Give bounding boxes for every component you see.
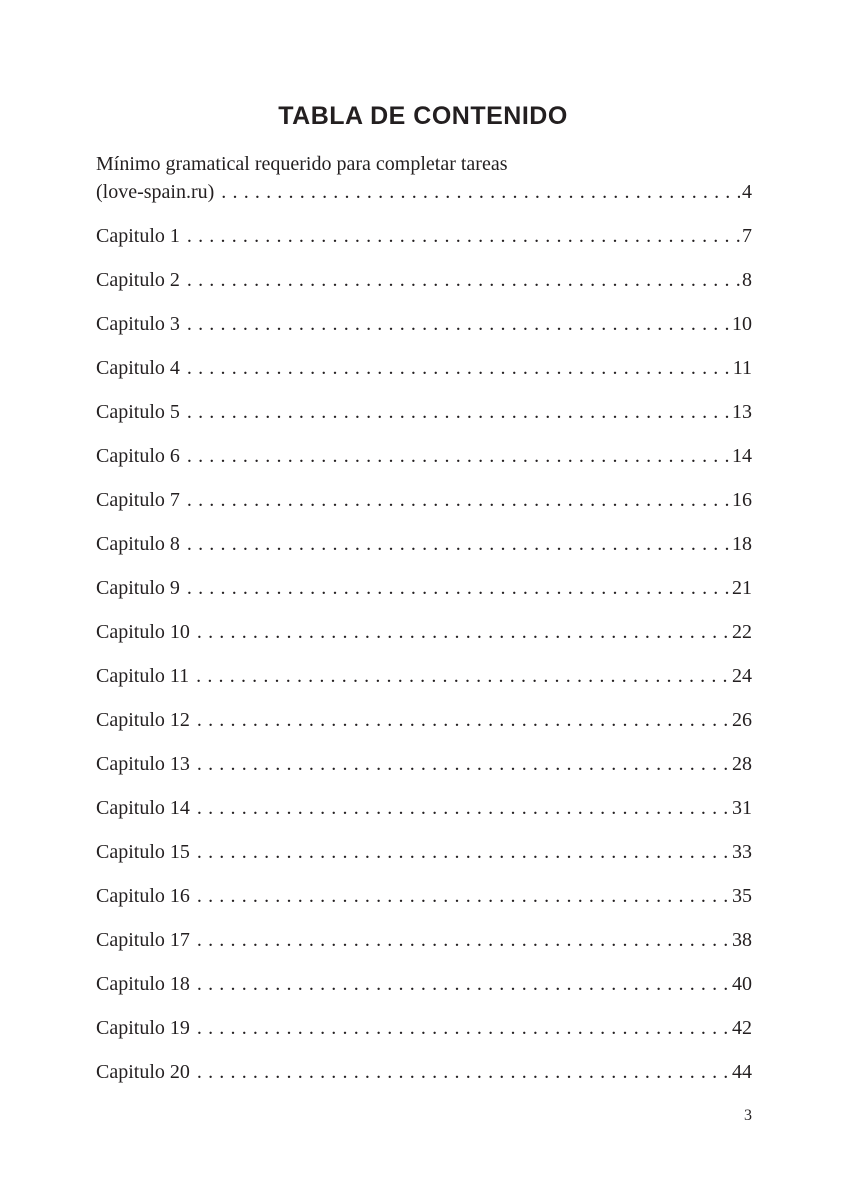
table-of-contents: [96, 150, 752, 1102]
dot-leader: [187, 530, 730, 558]
toc-entry[interactable]: [96, 486, 752, 514]
toc-entry[interactable]: [96, 970, 752, 998]
dot-leader: [187, 398, 730, 426]
toc-entry-page: 40: [732, 973, 752, 995]
dot-leader: [187, 310, 730, 338]
toc-entry-page: 24: [732, 665, 752, 687]
toc-entry-label: Capitulo 1: [96, 225, 180, 247]
dot-leader: [187, 574, 730, 602]
toc-entry-page: 35: [732, 885, 752, 907]
toc-entry-page: 38: [732, 929, 752, 951]
toc-entry-label: Capitulo 12: [96, 709, 190, 731]
toc-entry[interactable]: [96, 310, 752, 338]
page-number: 3: [744, 1107, 752, 1124]
toc-entry-label: Capitulo 5: [96, 401, 180, 423]
toc-entry-page: 31: [732, 797, 752, 819]
toc-entry[interactable]: [96, 354, 752, 382]
toc-entry-page: 14: [732, 445, 752, 467]
toc-entry-page: 13: [732, 401, 752, 423]
toc-entry[interactable]: [96, 222, 752, 250]
dot-leader: [197, 1058, 730, 1086]
toc-entry-label: Capitulo 4: [96, 357, 180, 379]
toc-entry-label: Capitulo 19: [96, 1017, 190, 1039]
dot-leader: [196, 662, 730, 690]
toc-entry-page: 42: [732, 1017, 752, 1039]
dot-leader: [187, 222, 740, 250]
toc-entry-page: 10: [732, 313, 752, 335]
dot-leader: [197, 882, 730, 910]
toc-entry[interactable]: [96, 1014, 752, 1042]
toc-entry-page: 22: [732, 621, 752, 643]
toc-entry-label: Mínimo gramatical requerido para completar tareas: [96, 153, 508, 175]
dot-leader: [197, 750, 730, 778]
toc-entry-page: 28: [732, 753, 752, 775]
toc-entry-label: Capitulo 8: [96, 533, 180, 555]
toc-entry-page: 44: [732, 1061, 752, 1083]
dot-leader: [197, 706, 730, 734]
toc-entry-label: Capitulo 10: [96, 621, 190, 643]
dot-leader: [197, 1014, 730, 1042]
toc-entry-label: Capitulo 14: [96, 797, 190, 819]
toc-entry-page: 33: [732, 841, 752, 863]
toc-entry-label: Capitulo 9: [96, 577, 180, 599]
toc-entry[interactable]: [96, 662, 752, 690]
dot-leader: [197, 838, 730, 866]
toc-entry-grammar-minimum[interactable]: [96, 150, 752, 206]
toc-entry[interactable]: [96, 926, 752, 954]
toc-entry-page: 18: [732, 533, 752, 555]
toc-entry-page: 4: [742, 181, 752, 203]
toc-entry-label: Capitulo 15: [96, 841, 190, 863]
toc-entry[interactable]: [96, 882, 752, 910]
toc-entry[interactable]: [96, 442, 752, 470]
toc-entry[interactable]: [96, 574, 752, 602]
page-title: TABLA DE CONTENIDO: [278, 101, 568, 130]
dot-leader: [187, 442, 730, 470]
dot-leader: [187, 354, 731, 382]
dot-leader: [197, 970, 730, 998]
toc-entry[interactable]: [96, 398, 752, 426]
dot-leader: [221, 178, 740, 206]
toc-entry-page: 11: [732, 357, 752, 379]
dot-leader: [187, 266, 740, 294]
toc-entry-page: 21: [732, 577, 752, 599]
toc-entry[interactable]: [96, 266, 752, 294]
toc-entry-label: Capitulo 3: [96, 313, 180, 335]
toc-entry-page: 16: [732, 489, 752, 511]
toc-entry-page: 8: [742, 269, 752, 291]
toc-entry-page: 7: [742, 225, 752, 247]
toc-entry-label: Capitulo 16: [96, 885, 190, 907]
toc-entry-label: Capitulo 11: [96, 665, 190, 687]
toc-entry-label-continued: (love-spain.ru): [96, 181, 215, 203]
dot-leader: [197, 618, 730, 646]
toc-entry[interactable]: [96, 794, 752, 822]
toc-entry-label: Capitulo 7: [96, 489, 180, 511]
dot-leader: [187, 486, 730, 514]
toc-entry-label: Capitulo 2: [96, 269, 180, 291]
dot-leader: [197, 794, 730, 822]
toc-entry-label: Capitulo 20: [96, 1061, 190, 1083]
toc-entry[interactable]: [96, 750, 752, 778]
toc-entry-page: 26: [732, 709, 752, 731]
dot-leader: [197, 926, 730, 954]
toc-entry[interactable]: [96, 706, 752, 734]
toc-entry[interactable]: [96, 1058, 752, 1086]
toc-entry[interactable]: [96, 530, 752, 558]
toc-entry[interactable]: [96, 618, 752, 646]
toc-entry-label: Capitulo 13: [96, 753, 190, 775]
toc-entry-label: Capitulo 18: [96, 973, 190, 995]
toc-entry[interactable]: [96, 838, 752, 866]
toc-entry-label: Capitulo 6: [96, 445, 180, 467]
toc-entry-label: Capitulo 17: [96, 929, 190, 951]
